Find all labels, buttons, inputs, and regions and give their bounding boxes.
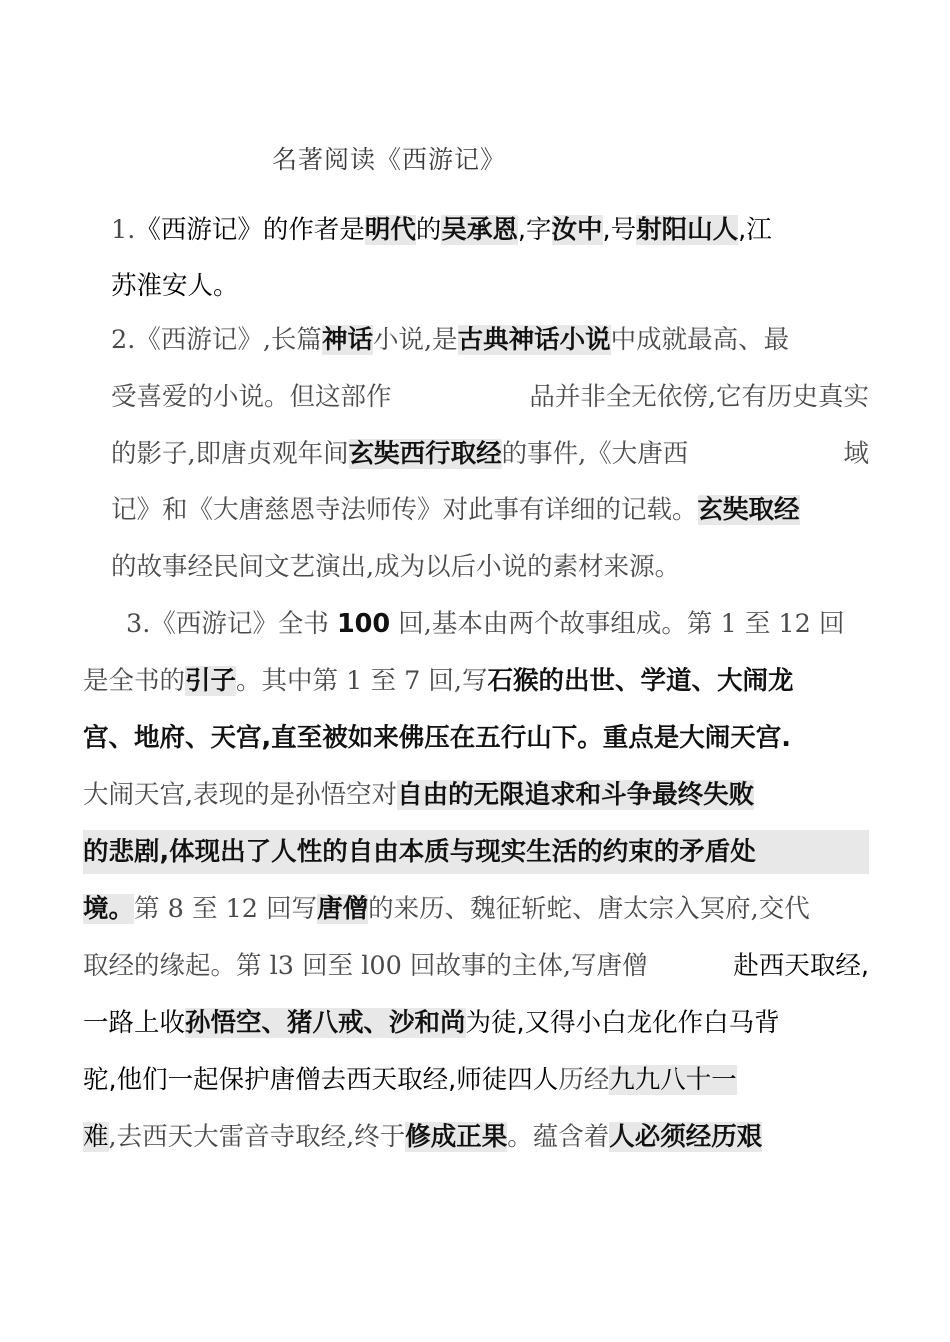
highlight: 射阳山人 — [636, 215, 739, 245]
paragraph-3-line-2: 是全书的引子。其中第 1 至 7 回,写石猴的出世、学道、大闹龙 — [83, 666, 794, 696]
paragraph-3-line-9: 驼,他们一起保护唐僧去西天取经,师徒四人历经九九八十一 — [83, 1065, 737, 1095]
highlight: 自由的无限追求和斗争最终失败 — [397, 780, 755, 810]
highlight: 唐僧 — [317, 894, 369, 924]
highlight: 吴承恩 — [441, 215, 518, 245]
highlight: 人必须经历艰 — [609, 1122, 763, 1152]
highlight: 九九八十一 — [609, 1065, 737, 1095]
highlight: 汝中 — [551, 215, 603, 245]
paragraph-1-line-1: 1.《西游记》的作者是明代的吴承恩,字汝中,号射阳山人,江 — [111, 215, 772, 245]
highlight: 孙悟空、猪八戒、沙和尚 — [185, 1008, 466, 1038]
paragraph-3-line-5: 的悲剧,体现出了人性的自由本质与现实生活的约束的矛盾处 — [83, 830, 869, 874]
paragraph-2-line-4: 记》和《大唐慈恩寺法师传》对此事有详细的记载。玄奘取经 — [111, 495, 800, 525]
highlight: 难 — [83, 1122, 109, 1152]
paragraph-2-line-3: 的影子,即唐贞观年间玄奘西行取经的事件,《大唐西 域 — [111, 439, 869, 469]
item-number: 1. — [111, 215, 136, 245]
paragraph-3-line-3: 宫、地府、天宫,直至被如来佛压在五行山下。重点是大闹天宫. — [83, 723, 791, 753]
paragraph-3-line-8: 一路上收孙悟空、猪八戒、沙和尚为徒,又得小白龙化作白马背 — [83, 1008, 780, 1038]
highlight: 神话 — [321, 325, 373, 355]
highlight: 玄奘取经 — [697, 495, 800, 525]
highlight: 引子 — [185, 666, 237, 696]
paragraph-2-line-2: 受喜爱的小说。但这部作 品并非全无依傍,它有历史真实 — [111, 382, 869, 412]
paragraph-3-line-10: 难,去西天大雷音寺取经,终于修成正果。蕴含着人必须经历艰 — [83, 1122, 763, 1152]
paragraph-1-line-2: 苏淮安人。 — [111, 271, 239, 301]
paragraph-3-line-4: 大闹天宫,表现的是孙悟空对自由的无限追求和斗争最终失败 — [83, 780, 755, 810]
paragraph-3-line-1: 3.《西游记》全书 100 回,基本由两个故事组成。第 1 至 12 回 — [126, 609, 845, 639]
highlight: 修成正果 — [405, 1122, 508, 1152]
highlight: 明代 — [364, 215, 416, 245]
paragraph-3-line-6: 境。第 8 至 12 回写唐僧的来历、魏征斩蛇、唐太宗入冥府,交代 — [83, 894, 810, 924]
highlight: 古典神话小说 — [457, 325, 611, 355]
paragraph-2-line-5: 的故事经民间文艺演出,成为以后小说的素材来源。 — [111, 552, 681, 582]
page-title: 名著阅读《西游记》 — [272, 145, 507, 174]
highlight: 境。 — [83, 894, 135, 924]
highlight: 玄奘西行取经 — [348, 439, 502, 469]
paragraph-3-line-7: 取经的缘起。第 l3 回至 l00 回故事的主体,写唐僧 赴西天取经, — [83, 951, 869, 981]
paragraph-2-line-1: 2.《西游记》,长篇神话小说,是古典神话小说中成就最高、最 — [111, 325, 790, 355]
